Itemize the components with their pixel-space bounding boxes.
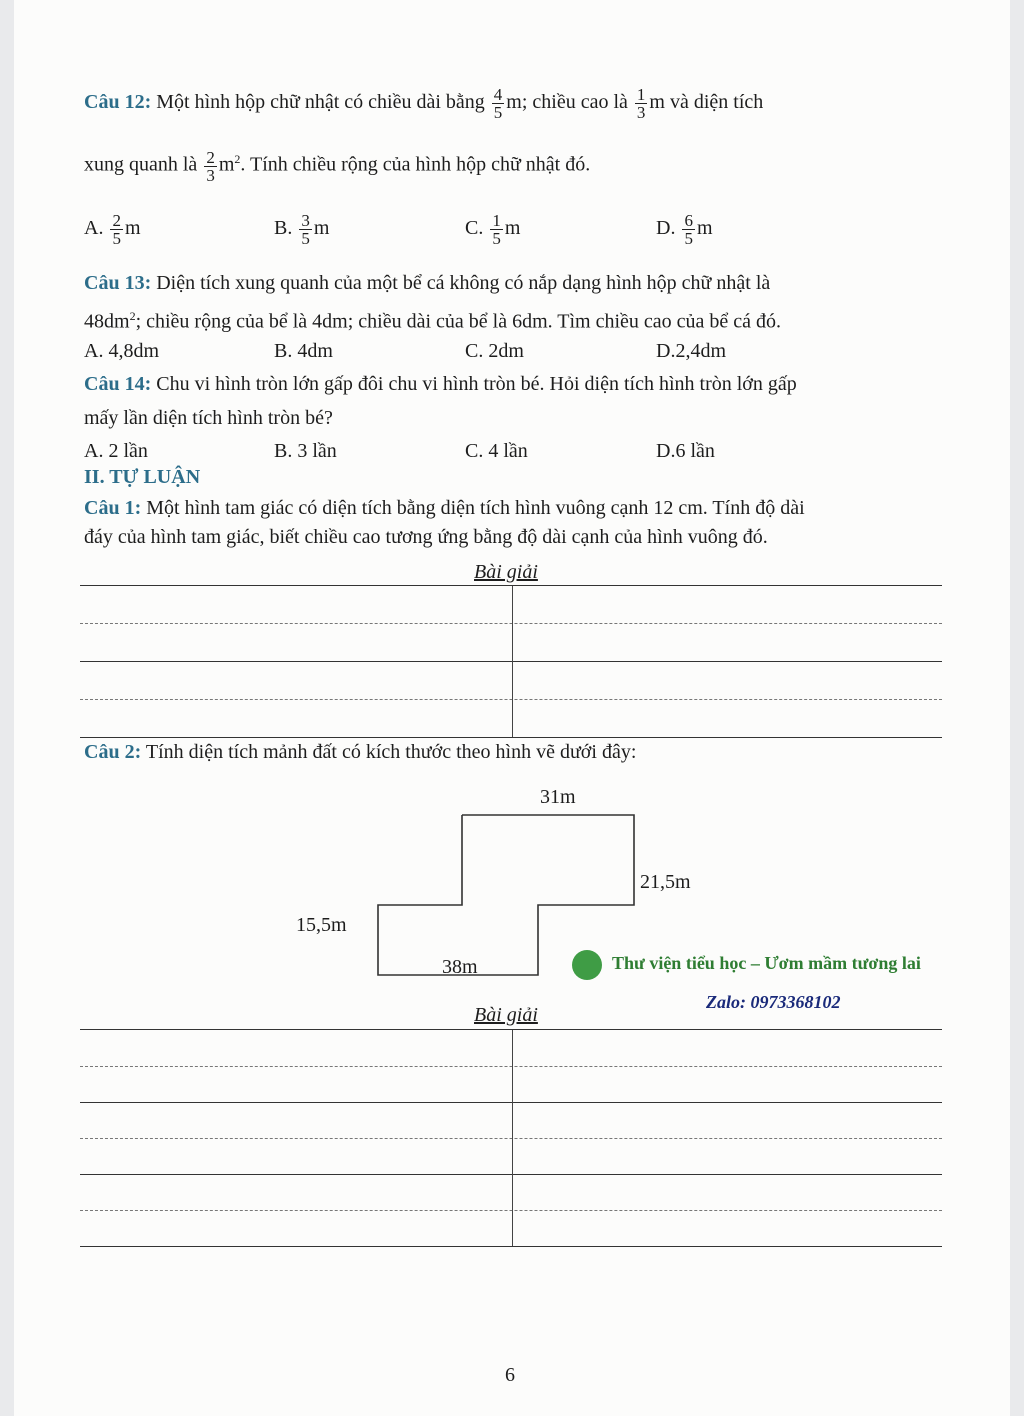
q14-line2: mấy lần diện tích hình tròn bé? (84, 407, 333, 429)
q12-unit: m (218, 153, 235, 176)
q12-text-6: . Tính chiều rộng của hình hộp chữ nhật đó. (240, 153, 591, 176)
q13-option-b[interactable]: B. 4dm (274, 340, 333, 362)
e1-text-1: Một hình tam giác có diện tích bằng diện tích hình vuông cạnh 12 cm. Tính độ dài (146, 497, 805, 519)
q12-text-3: m và diện tích (649, 91, 764, 114)
q14-line1 (84, 371, 797, 397)
q14-option-c[interactable]: C. 4 lần (465, 440, 528, 462)
q13-area-value: 48dm (84, 310, 130, 333)
e1-answer-line[interactable] (80, 737, 942, 738)
q13-option-a[interactable]: A. 4,8dm (84, 340, 159, 362)
q12-text-1: Một hình hộp chữ nhật có chiều dài bằng (156, 91, 485, 114)
page-number: 6 (505, 1364, 515, 1386)
q12-unit-sup: 2 (234, 152, 241, 166)
q13-line2 (84, 303, 781, 335)
e2-answer-line[interactable] (80, 1029, 942, 1030)
brand-zalo: Zalo: 0973368102 (706, 992, 841, 1012)
land-plot-outline (378, 815, 634, 975)
q13-label: Câu 13: (84, 272, 152, 294)
dim-bottom: 38m (442, 956, 478, 978)
e2-answer-line[interactable] (80, 1210, 942, 1211)
q14-text-1: Chu vi hình tròn lớn gấp đôi chu vi hình tròn bé. Hỏi diện tích hình tròn lớn gấp (156, 373, 797, 395)
dim-top: 31m (540, 786, 576, 808)
e1-answer-line[interactable] (80, 585, 942, 586)
e2-label: Câu 2: (84, 741, 142, 763)
q14-label: Câu 14: (84, 373, 152, 395)
e1-label: Câu 1: (84, 497, 142, 519)
q13-area-sup: 2 (129, 309, 136, 323)
e2-answer-line[interactable] (80, 1066, 942, 1067)
q12-text-2: m; chiều cao là (506, 91, 628, 114)
q12-fraction-height: $\frac{1}{3}$ (636, 85, 646, 122)
e1-line2: đáy của hình tam giác, biết chiều cao tương ứng bằng độ dài cạnh của hình vuông đó. (84, 526, 768, 548)
brand-logo-icon (572, 950, 602, 980)
e2-answer-line[interactable] (80, 1138, 942, 1139)
e1-line1 (84, 495, 805, 521)
e2-solution-heading: Bài giải (474, 1004, 538, 1026)
e1-answer-line[interactable] (80, 699, 942, 700)
e2-answer-line[interactable] (80, 1246, 942, 1247)
q12-fraction-length: $\frac{4}{5}$ (493, 85, 503, 122)
q13-option-c[interactable]: C. 2dm (465, 340, 524, 362)
e2-text-1: Tính diện tích mảnh đất có kích thước theo hình vẽ dưới đây: (145, 741, 637, 763)
q13-option-d[interactable]: D.2,4dm (656, 340, 726, 362)
e1-answer-line[interactable] (80, 661, 942, 662)
e1-answer-line[interactable] (80, 623, 942, 624)
q13-text-1: Diện tích xung quanh của một bể cá không có nắp dạng hình hộp chữ nhật là (156, 272, 771, 294)
q12-line1 (84, 86, 763, 121)
dim-right: 21,5m (640, 871, 691, 893)
q12-text-4: xung quanh là (84, 153, 198, 176)
q12-option-d[interactable]: D. $\frac{6}{5}$ m (656, 211, 713, 248)
e2-answer-line[interactable] (80, 1102, 942, 1103)
section-essay-title: II. TỰ LUẬN (84, 466, 201, 488)
e2-answer-line[interactable] (80, 1174, 942, 1175)
q12-label: Câu 12: (84, 91, 152, 114)
q13-line1 (84, 270, 770, 296)
q14-option-b[interactable]: B. 3 lần (274, 440, 337, 462)
q12-option-a[interactable]: A. $\frac{2}{5}$ m (84, 211, 141, 248)
q12-line2 (84, 146, 590, 184)
e1-solution-heading: Bài giải (474, 561, 538, 583)
land-plot-figure (370, 805, 650, 985)
dim-left: 15,5m (296, 914, 347, 936)
e2-answer-divider (512, 1030, 513, 1246)
q12-option-b[interactable]: B. $\frac{3}{5}$ m (274, 211, 330, 248)
brand-name: Thư viện tiểu học – Ươm mầm tương lai (612, 953, 921, 973)
e1-answer-divider (512, 586, 513, 737)
q13-text-2: ; chiều rộng của bể là 4dm; chiều dài của bể là 6dm. Tìm chiều cao của bể cá đó. (135, 310, 782, 333)
e2-line1 (84, 739, 636, 765)
q12-fraction-area: $\frac{2}{3}$ (206, 147, 215, 185)
q14-option-d[interactable]: D.6 lần (656, 440, 715, 462)
q12-option-c[interactable]: C. $\frac{1}{5}$ m (465, 211, 521, 248)
q14-option-a[interactable]: A. 2 lần (84, 440, 148, 462)
